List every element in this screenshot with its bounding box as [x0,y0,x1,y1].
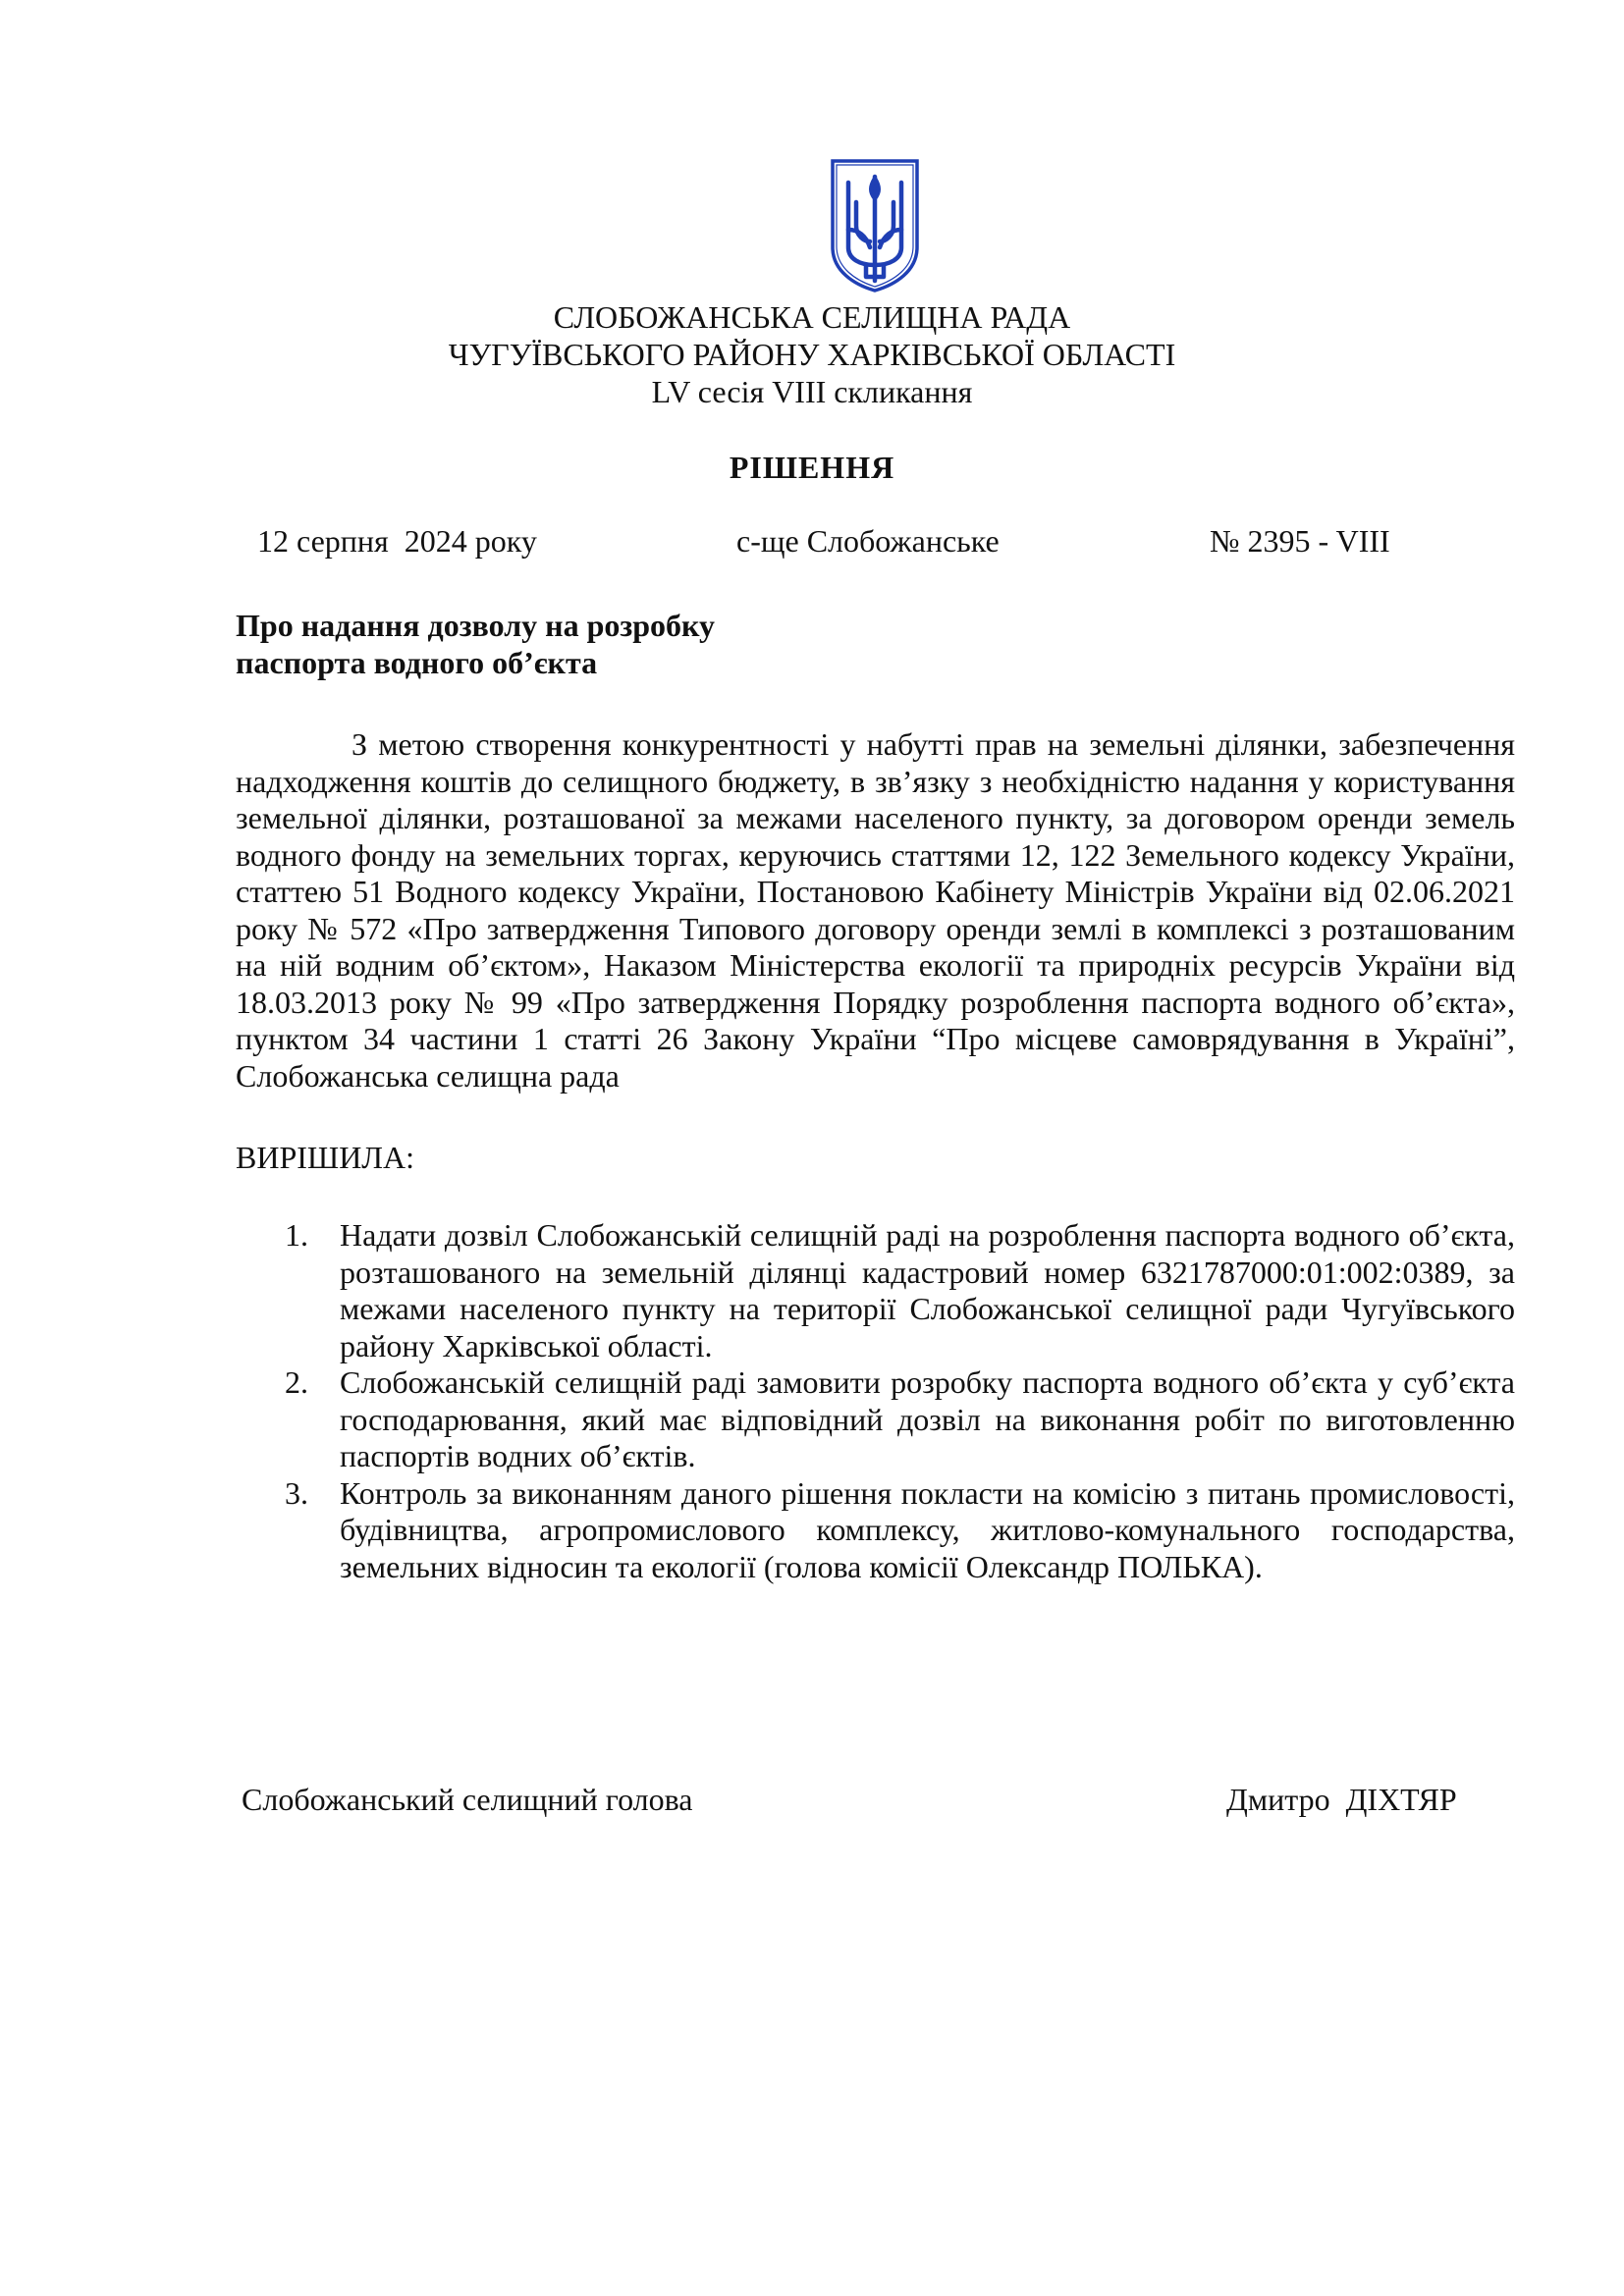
decision-item [236,1217,1515,1364]
decision-item-text: Слобожанській селищній раді замовити розробку паспорта водного об’єкта у суб’єкта господарювання, який має відповідний дозвіл на виконання робіт по виготовленню паспортів водних об’єктів. [340,1364,1515,1473]
decision-number: № 2395 - VIII [1210,523,1390,559]
decision-title: РІШЕННЯ [729,450,895,485]
decision-item [236,1475,1515,1586]
subject-line-2: паспорта водного об’єкта [236,645,598,680]
subject-line-1: Про надання дозволу на розробку [236,608,716,643]
decision-item-text: Контроль за виконанням даного рішення покласти на комісію з питань промисловості, будівництва, агропромислового комплексу, житлово-комунального господарства, земельних відносин та екології (голова комісії Олександр ПОЛЬКА). [340,1474,1515,1584]
council-name: СЛОБОЖАНСЬКА СЕЛИЩНА РАДА [553,299,1071,335]
decision-place: с-ще Слобожанське [736,523,1000,559]
decision-item-number: 3. [285,1474,308,1511]
decision-item-number: 2. [285,1364,308,1400]
preamble-paragraph: З метою створення конкурентності у набутті прав на земельні ділянки, забезпечення надходження коштів до селищного бюджету, в зв’язку з необхідністю надання у користування земельної ділянки, розташованої за межами населеного пункту, за договором оренди земель водного фонду на земельних торгах, керуючись статтями 12, 122 Земельного кодексу України, статтею 51 Водного кодексу України, Постановою Кабінету Міністрів України від 02.06.2021 року № 572 «Про затвердження Типового договору оренди землі в комплексі з розташованим на ній водним об’єктом», Наказом Міністерства екології та природніх ресурсів України від 18.03.2013 року № 99 «Про затвердження Порядку розроблення паспорта водного об’єкта», пунктом 34 частини 1 статті 26 Закону України “Про місцеве самоврядування в Україні”, Слобожанська селищна рада [236,726,1515,1094]
decision-item [236,1364,1515,1475]
ukraine-trident-emblem-icon [827,157,923,294]
decision-date: 12 серпня 2024 року [257,523,537,559]
session-info: LV сесія VIII скликання [651,374,973,409]
signatory-name: Дмитро ДІХТЯР [1226,1782,1457,1817]
signatory-title: Слобожанський селищний голова [242,1782,693,1817]
decision-items-list [236,1217,1515,1585]
decision-subject [236,607,715,681]
district-name: ЧУГУЇВСЬКОГО РАЙОНУ ХАРКІВСЬКОЇ ОБЛАСТІ [448,337,1176,372]
decision-item-number: 1. [285,1217,308,1253]
resolved-label: ВИРІШИЛА: [236,1140,414,1175]
decision-item-text: Надати дозвіл Слобожанській селищній раді на розроблення паспорта водного об’єкта, розташованого на земельній ділянці кадастровий номер 6321787000:01:002:0389, за межами населеного пункту на території Слобожанської селищної ради Чугуївського району Харківської області. [340,1217,1515,1363]
